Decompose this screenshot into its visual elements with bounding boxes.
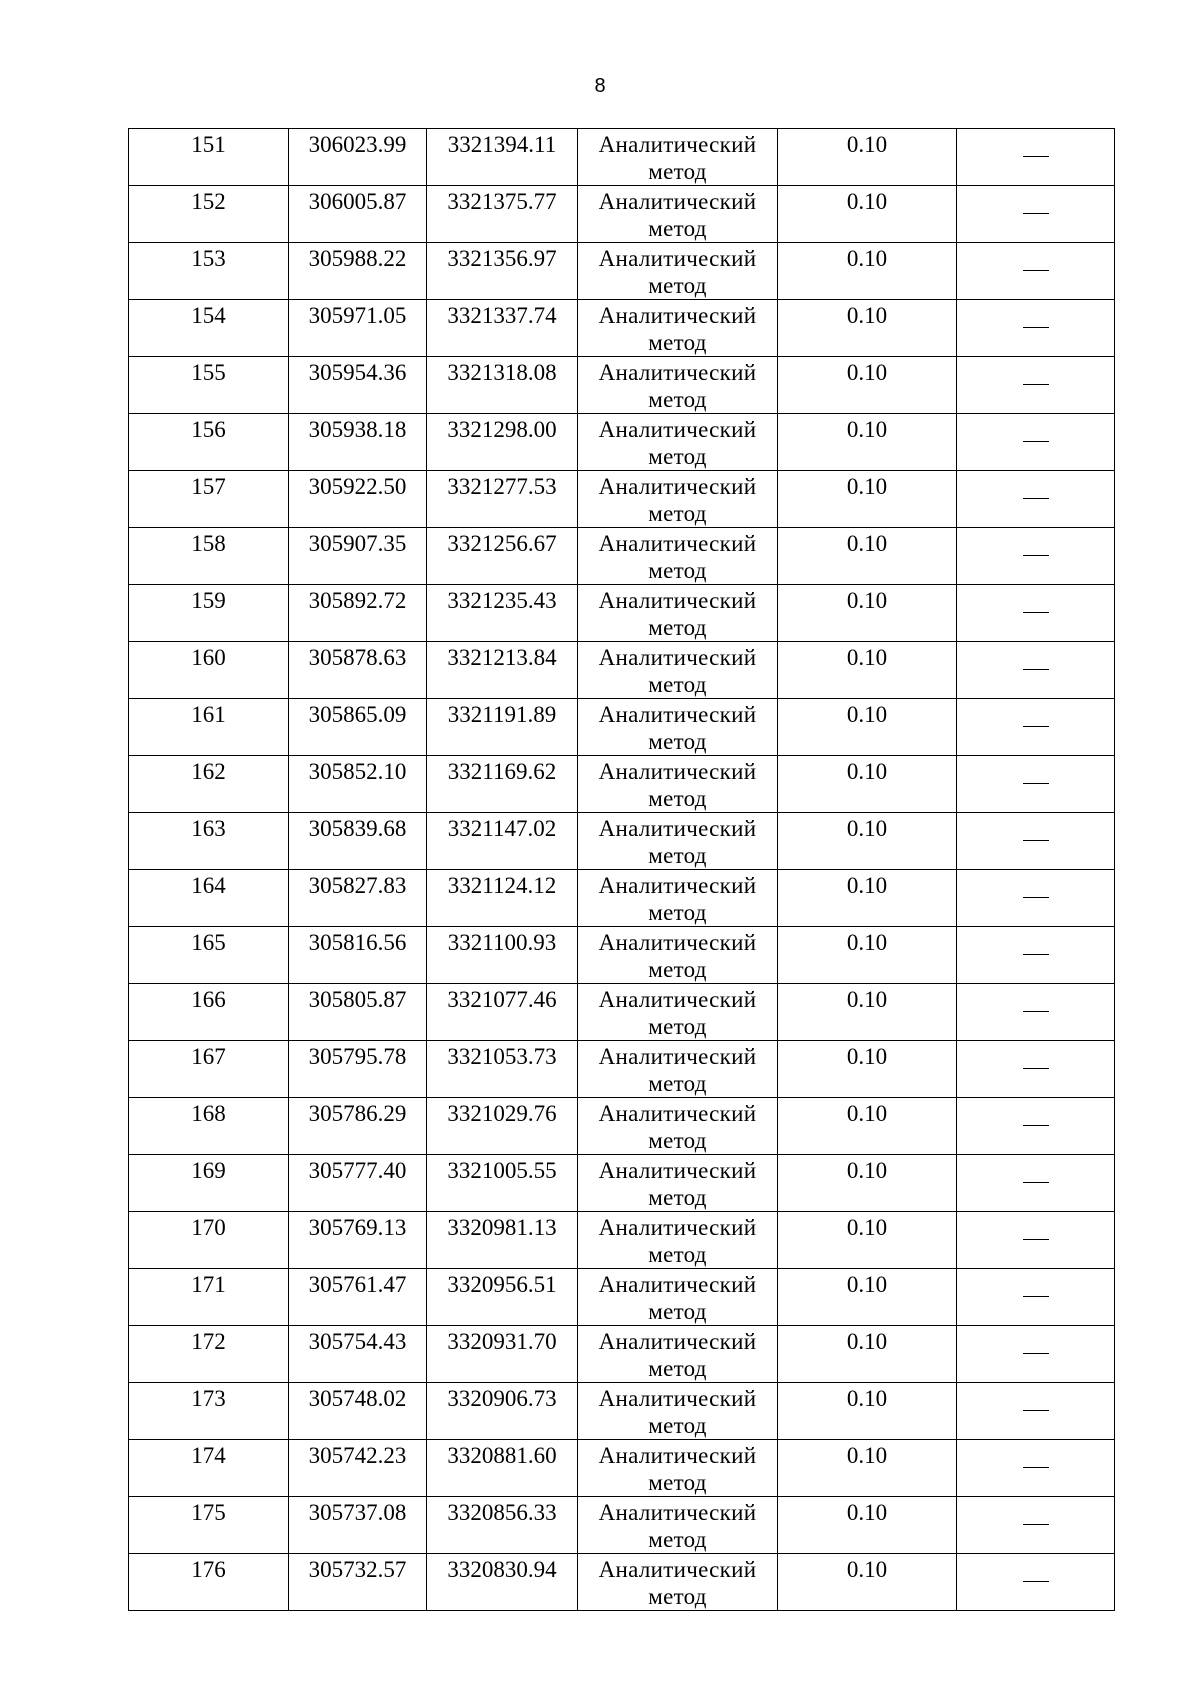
point-number-cell: 176 bbox=[129, 1554, 289, 1611]
point-number-cell: 163 bbox=[129, 813, 289, 870]
method-text: Аналитический метод bbox=[598, 873, 757, 925]
method-text: Аналитический метод bbox=[598, 1500, 757, 1552]
method-cell bbox=[578, 870, 778, 927]
point-number-cell: 154 bbox=[129, 300, 289, 357]
table-row bbox=[129, 1497, 1115, 1554]
method-cell bbox=[578, 1212, 778, 1269]
method-text: Аналитический метод bbox=[598, 1329, 757, 1381]
note-cell bbox=[957, 1098, 1115, 1155]
method-cell bbox=[578, 1269, 778, 1326]
x-coordinate-cell: 305761.47 bbox=[289, 1269, 427, 1326]
table-row bbox=[129, 984, 1115, 1041]
note-cell bbox=[957, 1041, 1115, 1098]
accuracy-cell: 0.10 bbox=[778, 585, 957, 642]
method-text: Аналитический метод bbox=[598, 531, 757, 583]
point-number-cell: 153 bbox=[129, 243, 289, 300]
point-number-cell: 155 bbox=[129, 357, 289, 414]
accuracy-cell: 0.10 bbox=[778, 243, 957, 300]
x-coordinate-cell: 305922.50 bbox=[289, 471, 427, 528]
dash-mark bbox=[1023, 1182, 1049, 1183]
method-text: Аналитический метод bbox=[598, 1443, 757, 1495]
accuracy-cell: 0.10 bbox=[778, 1269, 957, 1326]
method-text: Аналитический метод bbox=[598, 816, 757, 868]
note-cell bbox=[957, 1326, 1115, 1383]
method-cell bbox=[578, 471, 778, 528]
x-coordinate-cell: 306005.87 bbox=[289, 186, 427, 243]
table-row bbox=[129, 1440, 1115, 1497]
table-row bbox=[129, 243, 1115, 300]
method-cell bbox=[578, 129, 778, 186]
method-text: Аналитический метод bbox=[598, 1101, 757, 1153]
table-row bbox=[129, 1326, 1115, 1383]
x-coordinate-cell: 305865.09 bbox=[289, 699, 427, 756]
dash-mark bbox=[1023, 1353, 1049, 1354]
point-number-cell: 164 bbox=[129, 870, 289, 927]
note-cell bbox=[957, 414, 1115, 471]
table-row bbox=[129, 1041, 1115, 1098]
dash-mark bbox=[1023, 954, 1049, 955]
x-coordinate-cell: 306023.99 bbox=[289, 129, 427, 186]
page-number: 8 bbox=[594, 75, 606, 97]
point-number-cell: 171 bbox=[129, 1269, 289, 1326]
table-row bbox=[129, 357, 1115, 414]
method-text: Аналитический метод bbox=[598, 702, 757, 754]
dash-mark bbox=[1023, 1239, 1049, 1240]
accuracy-cell: 0.10 bbox=[778, 1440, 957, 1497]
note-cell bbox=[957, 243, 1115, 300]
x-coordinate-cell: 305816.56 bbox=[289, 927, 427, 984]
method-cell bbox=[578, 243, 778, 300]
x-coordinate-cell: 305954.36 bbox=[289, 357, 427, 414]
y-coordinate-cell: 3321213.84 bbox=[427, 642, 578, 699]
y-coordinate-cell: 3321147.02 bbox=[427, 813, 578, 870]
method-text: Аналитический метод bbox=[598, 246, 757, 298]
method-cell bbox=[578, 642, 778, 699]
table-row bbox=[129, 300, 1115, 357]
x-coordinate-cell: 305777.40 bbox=[289, 1155, 427, 1212]
x-coordinate-cell: 305988.22 bbox=[289, 243, 427, 300]
dash-mark bbox=[1023, 384, 1049, 385]
point-number-cell: 168 bbox=[129, 1098, 289, 1155]
y-coordinate-cell: 3320830.94 bbox=[427, 1554, 578, 1611]
x-coordinate-cell: 305754.43 bbox=[289, 1326, 427, 1383]
dash-mark bbox=[1023, 1125, 1049, 1126]
x-coordinate-cell: 305827.83 bbox=[289, 870, 427, 927]
y-coordinate-cell: 3321169.62 bbox=[427, 756, 578, 813]
x-coordinate-cell: 305737.08 bbox=[289, 1497, 427, 1554]
x-coordinate-cell: 305852.10 bbox=[289, 756, 427, 813]
dash-mark bbox=[1023, 1011, 1049, 1012]
table-row bbox=[129, 1155, 1115, 1212]
method-text: Аналитический метод bbox=[598, 1557, 757, 1609]
note-cell bbox=[957, 642, 1115, 699]
accuracy-cell: 0.10 bbox=[778, 1326, 957, 1383]
dash-mark bbox=[1023, 1467, 1049, 1468]
point-number-cell: 157 bbox=[129, 471, 289, 528]
point-number-cell: 170 bbox=[129, 1212, 289, 1269]
y-coordinate-cell: 3320931.70 bbox=[427, 1326, 578, 1383]
table-row bbox=[129, 870, 1115, 927]
accuracy-cell: 0.10 bbox=[778, 1212, 957, 1269]
note-cell bbox=[957, 300, 1115, 357]
dash-mark bbox=[1023, 270, 1049, 271]
method-cell bbox=[578, 1497, 778, 1554]
dash-mark bbox=[1023, 441, 1049, 442]
method-text: Аналитический метод bbox=[598, 474, 757, 526]
x-coordinate-cell: 305938.18 bbox=[289, 414, 427, 471]
method-cell bbox=[578, 1383, 778, 1440]
note-cell bbox=[957, 528, 1115, 585]
coordinates-table bbox=[128, 128, 1115, 1611]
method-cell bbox=[578, 756, 778, 813]
dash-mark bbox=[1023, 840, 1049, 841]
table-row bbox=[129, 585, 1115, 642]
accuracy-cell: 0.10 bbox=[778, 1383, 957, 1440]
method-cell bbox=[578, 1326, 778, 1383]
y-coordinate-cell: 3321124.12 bbox=[427, 870, 578, 927]
x-coordinate-cell: 305795.78 bbox=[289, 1041, 427, 1098]
note-cell bbox=[957, 357, 1115, 414]
point-number-cell: 169 bbox=[129, 1155, 289, 1212]
point-number-cell: 174 bbox=[129, 1440, 289, 1497]
table-row bbox=[129, 756, 1115, 813]
accuracy-cell: 0.10 bbox=[778, 129, 957, 186]
accuracy-cell: 0.10 bbox=[778, 528, 957, 585]
table-row bbox=[129, 528, 1115, 585]
accuracy-cell: 0.10 bbox=[778, 870, 957, 927]
x-coordinate-cell: 305892.72 bbox=[289, 585, 427, 642]
y-coordinate-cell: 3321077.46 bbox=[427, 984, 578, 1041]
note-cell bbox=[957, 1383, 1115, 1440]
note-cell bbox=[957, 927, 1115, 984]
method-text: Аналитический метод bbox=[598, 759, 757, 811]
accuracy-cell: 0.10 bbox=[778, 300, 957, 357]
method-cell bbox=[578, 414, 778, 471]
dash-mark bbox=[1023, 897, 1049, 898]
method-cell bbox=[578, 984, 778, 1041]
dash-mark bbox=[1023, 726, 1049, 727]
dash-mark bbox=[1023, 1068, 1049, 1069]
point-number-cell: 156 bbox=[129, 414, 289, 471]
method-cell bbox=[578, 357, 778, 414]
x-coordinate-cell: 305907.35 bbox=[289, 528, 427, 585]
note-cell bbox=[957, 870, 1115, 927]
dash-mark bbox=[1023, 1524, 1049, 1525]
accuracy-cell: 0.10 bbox=[778, 642, 957, 699]
note-cell bbox=[957, 186, 1115, 243]
accuracy-cell: 0.10 bbox=[778, 984, 957, 1041]
method-text: Аналитический метод bbox=[598, 588, 757, 640]
note-cell bbox=[957, 129, 1115, 186]
note-cell bbox=[957, 1554, 1115, 1611]
note-cell bbox=[957, 1155, 1115, 1212]
y-coordinate-cell: 3321277.53 bbox=[427, 471, 578, 528]
point-number-cell: 162 bbox=[129, 756, 289, 813]
note-cell bbox=[957, 585, 1115, 642]
point-number-cell: 152 bbox=[129, 186, 289, 243]
method-cell bbox=[578, 1155, 778, 1212]
method-cell bbox=[578, 585, 778, 642]
y-coordinate-cell: 3321191.89 bbox=[427, 699, 578, 756]
dash-mark bbox=[1023, 1296, 1049, 1297]
table-row bbox=[129, 186, 1115, 243]
dash-mark bbox=[1023, 498, 1049, 499]
y-coordinate-cell: 3321375.77 bbox=[427, 186, 578, 243]
x-coordinate-cell: 305742.23 bbox=[289, 1440, 427, 1497]
point-number-cell: 166 bbox=[129, 984, 289, 1041]
accuracy-cell: 0.10 bbox=[778, 414, 957, 471]
point-number-cell: 160 bbox=[129, 642, 289, 699]
x-coordinate-cell: 305748.02 bbox=[289, 1383, 427, 1440]
accuracy-cell: 0.10 bbox=[778, 813, 957, 870]
method-cell bbox=[578, 1554, 778, 1611]
table-row bbox=[129, 642, 1115, 699]
note-cell bbox=[957, 756, 1115, 813]
x-coordinate-cell: 305769.13 bbox=[289, 1212, 427, 1269]
method-text: Аналитический метод bbox=[598, 930, 757, 982]
method-cell bbox=[578, 1041, 778, 1098]
y-coordinate-cell: 3321053.73 bbox=[427, 1041, 578, 1098]
method-cell bbox=[578, 1440, 778, 1497]
dash-mark bbox=[1023, 1410, 1049, 1411]
method-text: Аналитический метод bbox=[598, 303, 757, 355]
note-cell bbox=[957, 1440, 1115, 1497]
accuracy-cell: 0.10 bbox=[778, 1554, 957, 1611]
accuracy-cell: 0.10 bbox=[778, 186, 957, 243]
note-cell bbox=[957, 1497, 1115, 1554]
y-coordinate-cell: 3321356.97 bbox=[427, 243, 578, 300]
accuracy-cell: 0.10 bbox=[778, 1098, 957, 1155]
method-text: Аналитический метод bbox=[598, 417, 757, 469]
dash-mark bbox=[1023, 612, 1049, 613]
y-coordinate-cell: 3321235.43 bbox=[427, 585, 578, 642]
table-row bbox=[129, 1098, 1115, 1155]
accuracy-cell: 0.10 bbox=[778, 1155, 957, 1212]
method-text: Аналитический метод bbox=[598, 1044, 757, 1096]
table-row bbox=[129, 471, 1115, 528]
y-coordinate-cell: 3320956.51 bbox=[427, 1269, 578, 1326]
x-coordinate-cell: 305878.63 bbox=[289, 642, 427, 699]
dash-mark bbox=[1023, 156, 1049, 157]
method-cell bbox=[578, 528, 778, 585]
accuracy-cell: 0.10 bbox=[778, 756, 957, 813]
x-coordinate-cell: 305971.05 bbox=[289, 300, 427, 357]
y-coordinate-cell: 3320906.73 bbox=[427, 1383, 578, 1440]
dash-mark bbox=[1023, 783, 1049, 784]
table-row bbox=[129, 1269, 1115, 1326]
x-coordinate-cell: 305732.57 bbox=[289, 1554, 427, 1611]
method-cell bbox=[578, 699, 778, 756]
note-cell bbox=[957, 813, 1115, 870]
point-number-cell: 167 bbox=[129, 1041, 289, 1098]
method-text: Аналитический метод bbox=[598, 1272, 757, 1324]
y-coordinate-cell: 3321394.11 bbox=[427, 129, 578, 186]
accuracy-cell: 0.10 bbox=[778, 699, 957, 756]
point-number-cell: 172 bbox=[129, 1326, 289, 1383]
method-text: Аналитический метод bbox=[598, 1158, 757, 1210]
accuracy-cell: 0.10 bbox=[778, 471, 957, 528]
method-cell bbox=[578, 1098, 778, 1155]
accuracy-cell: 0.10 bbox=[778, 357, 957, 414]
point-number-cell: 159 bbox=[129, 585, 289, 642]
y-coordinate-cell: 3321029.76 bbox=[427, 1098, 578, 1155]
method-text: Аналитический метод bbox=[598, 360, 757, 412]
table-row bbox=[129, 129, 1115, 186]
table-row bbox=[129, 813, 1115, 870]
method-text: Аналитический метод bbox=[598, 1215, 757, 1267]
x-coordinate-cell: 305805.87 bbox=[289, 984, 427, 1041]
table-row bbox=[129, 1212, 1115, 1269]
y-coordinate-cell: 3321005.55 bbox=[427, 1155, 578, 1212]
x-coordinate-cell: 305786.29 bbox=[289, 1098, 427, 1155]
y-coordinate-cell: 3320981.13 bbox=[427, 1212, 578, 1269]
method-cell bbox=[578, 186, 778, 243]
table-row bbox=[129, 414, 1115, 471]
method-text: Аналитический метод bbox=[598, 1386, 757, 1438]
y-coordinate-cell: 3321337.74 bbox=[427, 300, 578, 357]
note-cell bbox=[957, 471, 1115, 528]
dash-mark bbox=[1023, 213, 1049, 214]
method-text: Аналитический метод bbox=[598, 132, 757, 184]
accuracy-cell: 0.10 bbox=[778, 927, 957, 984]
note-cell bbox=[957, 984, 1115, 1041]
y-coordinate-cell: 3321256.67 bbox=[427, 528, 578, 585]
note-cell bbox=[957, 1269, 1115, 1326]
table-row bbox=[129, 927, 1115, 984]
y-coordinate-cell: 3321298.00 bbox=[427, 414, 578, 471]
point-number-cell: 175 bbox=[129, 1497, 289, 1554]
point-number-cell: 165 bbox=[129, 927, 289, 984]
method-text: Аналитический метод bbox=[598, 189, 757, 241]
y-coordinate-cell: 3321100.93 bbox=[427, 927, 578, 984]
method-cell bbox=[578, 300, 778, 357]
dash-mark bbox=[1023, 555, 1049, 556]
accuracy-cell: 0.10 bbox=[778, 1497, 957, 1554]
method-cell bbox=[578, 813, 778, 870]
note-cell bbox=[957, 699, 1115, 756]
table-row bbox=[129, 1383, 1115, 1440]
method-text: Аналитический метод bbox=[598, 987, 757, 1039]
y-coordinate-cell: 3320856.33 bbox=[427, 1497, 578, 1554]
y-coordinate-cell: 3320881.60 bbox=[427, 1440, 578, 1497]
point-number-cell: 151 bbox=[129, 129, 289, 186]
table-row bbox=[129, 699, 1115, 756]
point-number-cell: 173 bbox=[129, 1383, 289, 1440]
point-number-cell: 161 bbox=[129, 699, 289, 756]
note-cell bbox=[957, 1212, 1115, 1269]
coordinates-table-body bbox=[129, 129, 1115, 1611]
y-coordinate-cell: 3321318.08 bbox=[427, 357, 578, 414]
point-number-cell: 158 bbox=[129, 528, 289, 585]
dash-mark bbox=[1023, 1581, 1049, 1582]
dash-mark bbox=[1023, 669, 1049, 670]
x-coordinate-cell: 305839.68 bbox=[289, 813, 427, 870]
accuracy-cell: 0.10 bbox=[778, 1041, 957, 1098]
table-row bbox=[129, 1554, 1115, 1611]
dash-mark bbox=[1023, 327, 1049, 328]
method-cell bbox=[578, 927, 778, 984]
method-text: Аналитический метод bbox=[598, 645, 757, 697]
